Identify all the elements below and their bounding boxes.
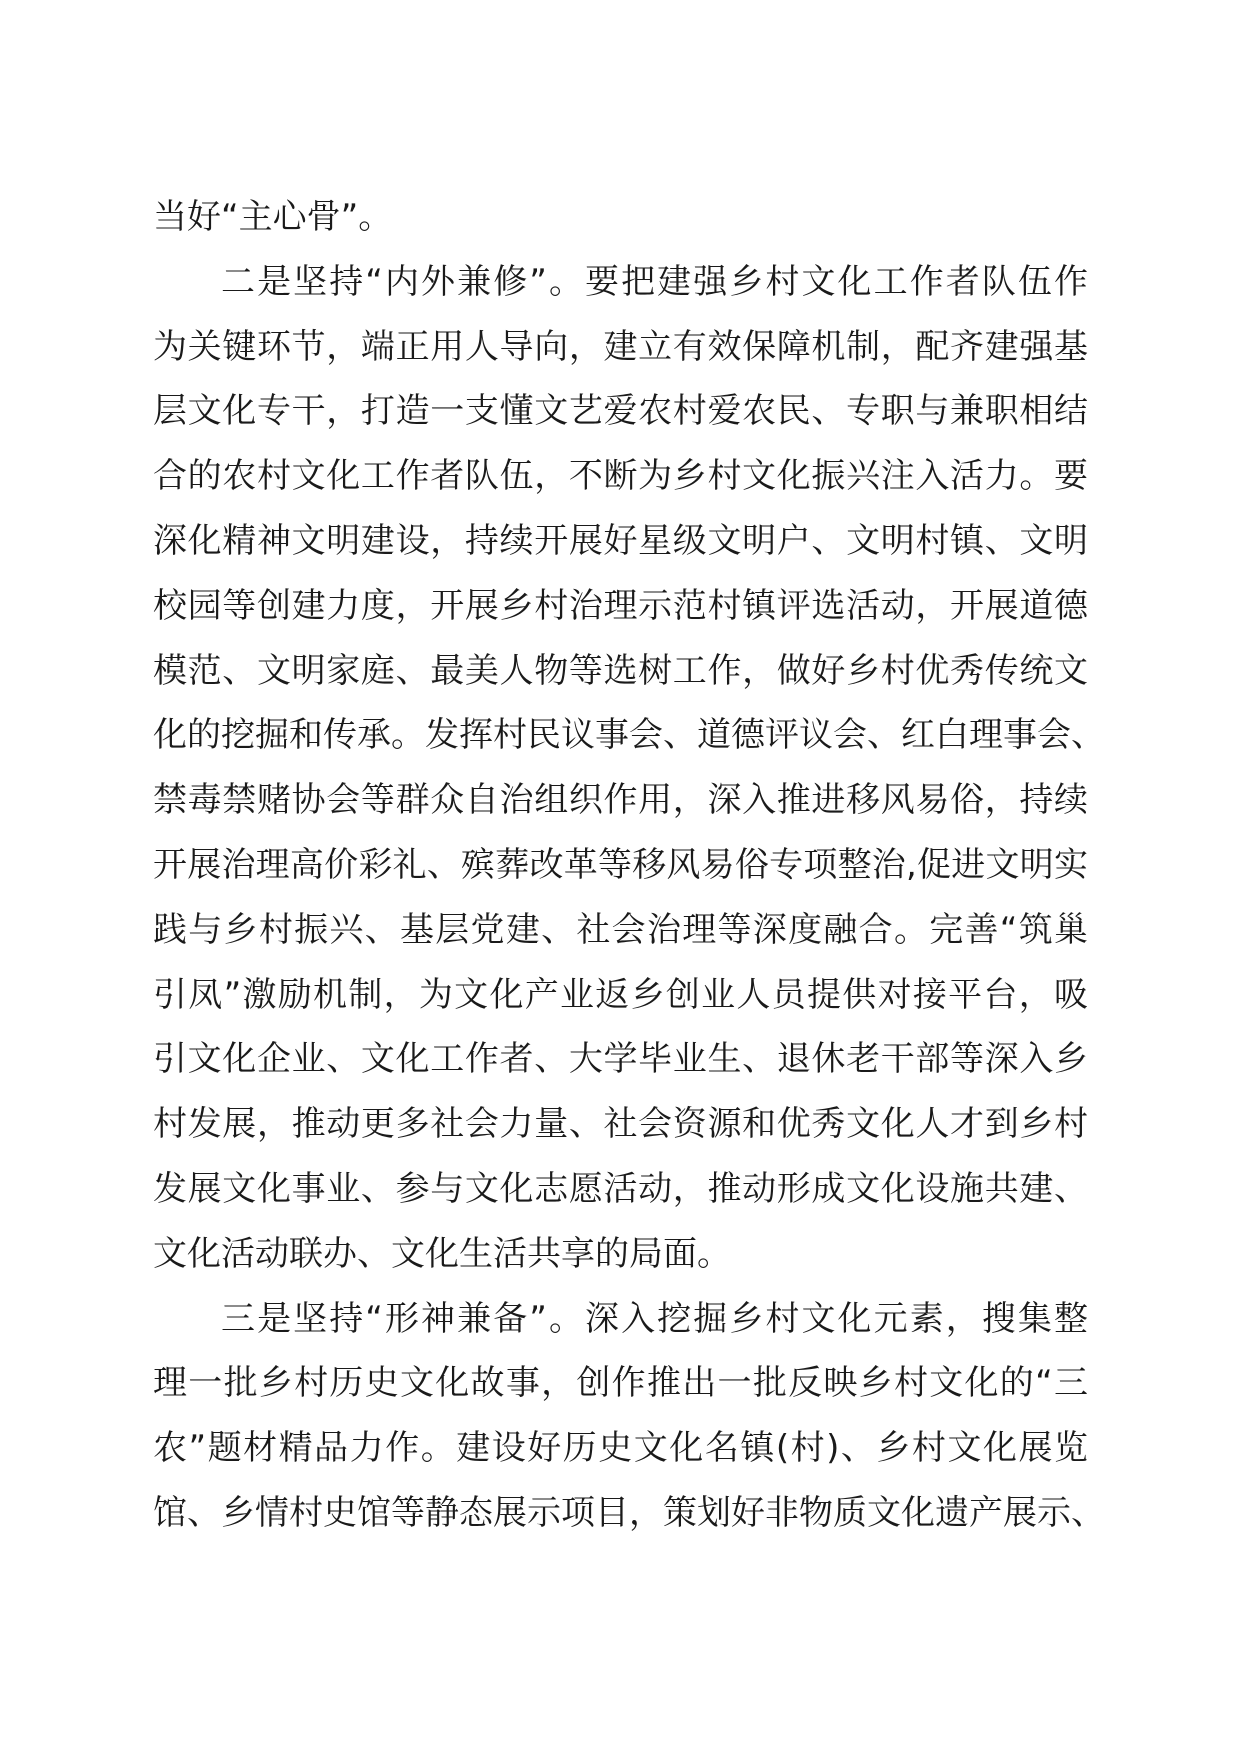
paragraph-line: 村发展，推动更多社会力量、社会资源和优秀文化人才到乡村 [153,1104,1088,1145]
paragraph-line: 引文化企业、文化工作者、大学毕业生、退休老干部等深入乡 [153,1039,1088,1080]
paragraph-line: 当好“主心骨”。 [153,197,393,237]
paragraph-line: 模范、文明家庭、最美人物等选树工作，做好乡村优秀传统文 [153,650,1088,691]
paragraph-line: 深化精神文明建设，持续开展好星级文明户、文明村镇、文明 [153,520,1088,561]
paragraph-line: 合的农村文化工作者队伍，不断为乡村文化振兴注入活力。要 [153,456,1088,497]
paragraph-line: 禁毒禁赌协会等群众自治组织作用，深入推进移风易俗，持续 [153,780,1088,821]
paragraph-line: 农”题材精品力作。建设好历史文化名镇(村)、乡村文化展览 [153,1428,1088,1469]
paragraph-line: 馆、乡情村史馆等静态展示项目，策划好非物质文化遗产展示、 [153,1492,1105,1533]
paragraph-line: 理一批乡村历史文化故事，创作推出一批反映乡村文化的“三 [153,1363,1088,1404]
paragraph-line: 化的挖掘和传承。发挥村民议事会、道德评议会、红白理事会、 [153,715,1105,756]
paragraph-line: 层文化专干，打造一支懂文艺爱农村爱农民、专职与兼职相结 [153,391,1088,432]
paragraph-line: 践与乡村振兴、基层党建、社会治理等深度融合。完善“筑巢 [153,909,1088,950]
paragraph-line: 为关键环节，端正用人导向，建立有效保障机制，配齐建强基 [153,326,1088,367]
paragraph-line: 开展治理高价彩礼、殡葬改革等移风易俗专项整治,促进文明实 [153,844,1088,885]
paragraph-line: 发展文化事业、参与文化志愿活动，推动形成文化设施共建、 [153,1168,1088,1209]
paragraph-line: 引凤”激励机制，为文化产业返乡创业人员提供对接平台，吸 [153,974,1088,1015]
paragraph-line: 文化活动联办、文化生活共享的局面。 [153,1233,731,1274]
paragraph-line: 校园等创建力度，开展乡村治理示范村镇评选活动，开展道德 [153,585,1088,626]
paragraph-line: 二是坚持“内外兼修”。要把建强乡村文化工作者队伍作 [221,261,1088,302]
body-text [153,185,1105,1546]
paragraph-line: 三是坚持“形神兼备”。深入挖掘乡村文化元素，搜集整 [221,1298,1088,1339]
